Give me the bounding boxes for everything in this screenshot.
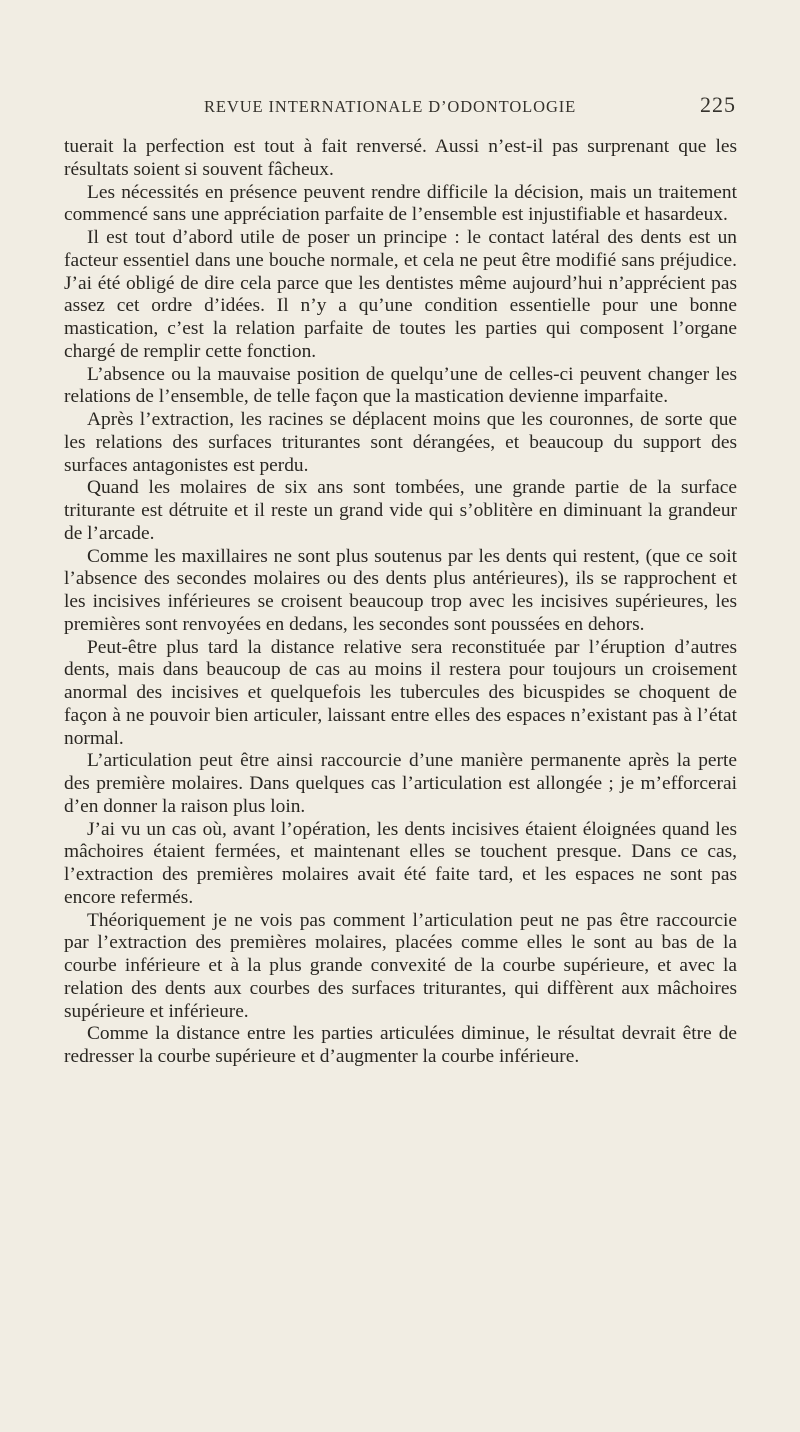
paragraph-2: Les nécessités en présence peuvent rendre difficile la décision, mais un traitement commencé sans une appréciation parfaite de l’ensemble est injustifiable et hasardeux. [64,181,737,226]
page-header [204,92,736,118]
paragraph-3: Il est tout d’abord utile de poser un principe : le contact latéral des dents est un facteur essentiel dans une bouche normale, et cela ne peut être modifié sans préjudice. J’ai été obligé de dire cela parce que les dentistes même aujourd’hui n’apprécient pas assez cet ordre d’idées. Il n’y a qu’une condition essentielle pour une bonne mastication, c’est la relation parfaite de toutes les parties qui composent l’organe chargé de remplir cette fonction. [64,227,737,362]
paragraph-9: L’articulation peut être ainsi raccourcie d’une manière permanente après la perte des première molaires. Dans quelques cas l’articulation est allongée ; je m’efforcerai d’en donner la raison plus loin. [64,750,737,817]
body-text [64,136,737,1069]
running-head: REVUE INTERNATIONALE D’ODONTOLOGIE [204,97,577,116]
paragraph-4: L’absence ou la mauvaise position de quelqu’une de celles-ci peuvent changer les relations de l’ensemble, de telle façon que la mastication devienne imparfaite. [64,363,737,408]
paragraph-6: Quand les molaires de six ans sont tombées, une grande partie de la surface triturante est détruite et il reste un grand vide qui s’oblitère en diminuant la grandeur de l’arcade. [64,477,737,544]
paragraph-8: Peut-être plus tard la distance relative sera reconstituée par l’éruption d’autres dents, mais dans beaucoup de cas au moins il restera pour toujours un croisement anormal des incisives et quelquefois les tubercules des bicuspides se choquent de façon à ne pouvoir bien articuler, laissant entre elles des espaces n’existant pas à l’état normal. [64,636,737,749]
paragraph-7: Comme les maxillaires ne sont plus soutenus par les dents qui restent, (que ce soit l’absence des secondes molaires ou des dents plus antérieures), ils se rapprochent et les incisives inférieures se croisent beaucoup trop avec les incisives supérieures, les premières sont renvoyées en dedans, les secondes sont poussées en dehors. [64,545,737,635]
paragraph-10: J’ai vu un cas où, avant l’opération, les dents incisives étaient éloignées quand les mâchoires étaient fermées, et maintenant elles se touchent presque. Dans ce cas, l’extraction des premières molaires avait été faite tard, et les espaces ne sont pas encore refermés. [64,818,737,908]
paragraph-1: tuerait la perfection est tout à fait renversé. Aussi n’est-il pas surprenant que les résultats soient si souvent fâcheux. [64,136,737,180]
paragraph-12: Comme la distance entre les parties articulées diminue, le résultat devrait être de redresser la courbe supérieure et d’augmenter la courbe inférieure. [64,1023,737,1067]
paragraph-11: Théoriquement je ne vois pas comment l’articulation peut ne pas être raccourcie par l’extraction des premières molaires, placées comme elles le sont au bas de la courbe inférieure et à la plus grande convexité de la courbe supérieure, et avec la relation des dents aux courbes des surfaces triturantes, qui diffèrent aux mâchoires supérieure et inférieure. [64,909,737,1022]
page-number: 225 [700,92,736,117]
paragraph-5: Après l’extraction, les racines se déplacent moins que les couronnes, de sorte que les relations des surfaces triturantes sont dérangées, et beaucoup du support des surfaces antagonistes est perdu. [64,409,737,476]
